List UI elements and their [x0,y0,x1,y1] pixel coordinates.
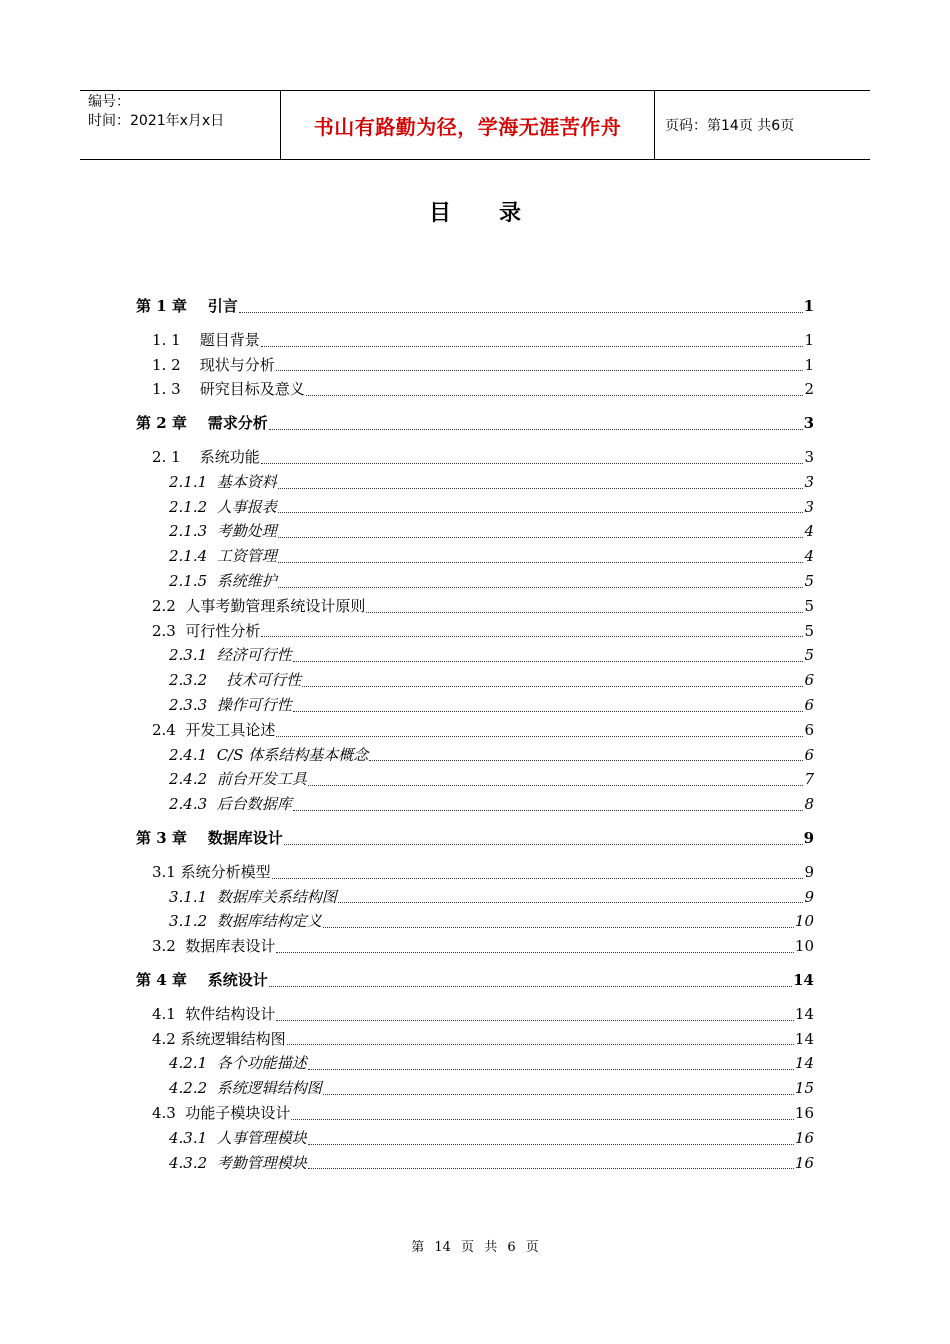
toc-entry-page: 9 [804,887,814,906]
toc-dot-leader [293,710,804,712]
toc-dot-leader [323,926,794,928]
toc-entry-title: 2.1.5 系统维护 [169,571,277,590]
table-of-contents [136,294,814,1175]
toc-entry[interactable] [136,619,814,644]
header-meta [80,91,281,159]
toc-entry-page: 2 [804,380,814,399]
toc-entry-title: 2.4.1 C/S 体系结构基本概念 [169,745,369,764]
toc-entry[interactable] [136,668,814,693]
toc-entry-title: 2.1.3 考勤处理 [169,522,277,541]
toc-entry-page: 1 [804,330,814,349]
toc-entry-title: 2.1.4 工资管理 [169,547,277,566]
toc-entry-title: 2.1.2 人事报表 [169,497,277,516]
toc-entry-page: 6 [804,671,814,690]
header-page-info: 页码：第14页 共6页 [665,118,795,134]
toc-entry-page: 4 [804,547,814,566]
toc-dot-leader [261,635,803,637]
toc-entry[interactable] [136,743,814,768]
toc-entry[interactable] [136,377,814,402]
toc-entry-title: 3.1 系统分析模型 [152,862,271,881]
toc-entry[interactable] [136,569,814,594]
toc-entry[interactable] [136,1076,814,1101]
toc-entry[interactable] [136,909,814,934]
toc-entry-title: 2.4.3 后台数据库 [169,795,292,814]
toc-entry-title: 3.2 数据库表设计 [152,937,276,956]
toc-entry-page: 8 [804,795,814,814]
toc-dot-leader [278,586,804,588]
toc-entry[interactable] [136,495,814,520]
toc-dot-leader [276,1019,794,1021]
toc-dot-leader [369,759,803,761]
toc-dot-leader [239,311,803,313]
toc-entry-title: 4.1 软件结构设计 [152,1004,276,1023]
toc-entry-page: 5 [804,621,814,640]
toc-entry-title: 2.2 人事考勤管理系统设计原则 [152,596,366,615]
toc-dot-leader [269,428,803,430]
toc-entry-title: 2.3 可行性分析 [152,621,261,640]
toc-entry-title: 4.3 功能子模块设计 [152,1103,291,1122]
page-header [80,90,870,160]
toc-dot-leader [261,345,804,347]
toc-entry[interactable] [136,594,814,619]
toc-entry[interactable] [136,544,814,569]
toc-dot-leader [338,901,804,903]
toc-entry[interactable] [136,1101,814,1126]
toc-entry-title: 第 3 章 数据库设计 [136,828,283,847]
toc-dot-leader [308,1143,794,1145]
toc-entry-title: 4.2.2 系统逻辑结构图 [169,1079,322,1098]
toc-entry[interactable] [136,968,814,993]
toc-entry-page: 10 [794,912,814,931]
toc-entry-page: 9 [804,862,814,881]
toc-dot-leader [272,877,804,879]
toc-entry-page: 15 [794,1079,814,1098]
toc-entry[interactable] [136,445,814,470]
toc-dot-leader [287,1043,794,1045]
toc-entry-title: 3.1.2 数据库结构定义 [169,912,322,931]
toc-entry-title: 第 4 章 系统设计 [136,970,268,989]
toc-entry[interactable] [136,411,814,436]
toc-entry-page: 14 [794,1054,814,1073]
toc-entry[interactable] [136,885,814,910]
document-number-label: 编号： [88,94,130,110]
toc-entry[interactable] [136,826,814,851]
toc-dot-leader [366,611,803,613]
toc-entry-page: 9 [803,828,814,847]
toc-entry-page: 5 [804,571,814,590]
toc-entry[interactable] [136,328,814,353]
toc-dot-leader [293,809,804,811]
toc-entry[interactable] [136,1027,814,1052]
toc-dot-leader [278,561,804,563]
toc-dot-leader [323,1093,794,1095]
toc-entry[interactable] [136,470,814,495]
toc-entry-page: 6 [804,695,814,714]
toc-entry-title: 2.3.1 经济可行性 [169,646,292,665]
toc-entry-page: 3 [803,414,814,433]
toc-entry-page: 3 [804,472,814,491]
toc-dot-leader [261,462,804,464]
toc-entry[interactable] [136,860,814,885]
toc-dot-leader [276,369,804,371]
document-time: 时间：2021年x月x日 [88,113,225,129]
toc-entry[interactable] [136,1051,814,1076]
toc-dot-leader [278,511,804,513]
toc-dot-leader [284,843,803,845]
toc-dot-leader [276,735,803,737]
toc-dot-leader [278,487,804,489]
toc-dot-leader [293,660,804,662]
toc-entry-page: 7 [804,770,814,789]
toc-dot-leader [269,985,792,987]
toc-entry[interactable] [136,1151,814,1176]
toc-entry-page: 16 [794,1153,814,1172]
toc-dot-leader [306,394,804,396]
toc-entry-title: 1. 2 现状与分析 [152,355,275,374]
toc-entry-title: 2.3.2 技术可行性 [169,671,302,690]
toc-entry-page: 14 [794,1004,814,1023]
toc-entry-title: 第 1 章 引言 [136,297,238,315]
toc-entry[interactable] [136,519,814,544]
toc-entry-title: 1. 1 题目背景 [152,330,260,349]
toc-entry-title: 4.3.2 考勤管理模块 [169,1153,307,1172]
toc-entry-page: 1 [804,355,814,374]
toc-entry-page: 3 [804,447,814,466]
toc-entry-title: 第 2 章 需求分析 [136,414,268,433]
toc-entry-title: 2.1.1 基本资料 [169,472,277,491]
toc-entry[interactable] [136,1002,814,1027]
toc-entry[interactable] [136,934,814,959]
toc-entry[interactable] [136,643,814,668]
toc-dot-leader [291,1118,794,1120]
toc-entry[interactable] [136,693,814,718]
toc-entry-title: 2. 1 系统功能 [152,447,260,466]
toc-dot-leader [308,1167,794,1169]
toc-entry-title: 2.4.2 前台开发工具 [169,770,307,789]
toc-entry-page: 6 [804,745,814,764]
toc-entry-title: 4.2 系统逻辑结构图 [152,1029,286,1048]
toc-entry-title: 2.3.3 操作可行性 [169,695,292,714]
toc-entry[interactable] [136,718,814,743]
toc-entry-title: 1. 3 研究目标及意义 [152,380,305,399]
toc-entry-page: 14 [793,970,814,989]
toc-entry-title: 4.2.1 各个功能描述 [169,1054,307,1073]
toc-entry-page: 16 [794,1103,814,1122]
page-title: 目录 [428,201,569,226]
toc-entry-title: 2.4 开发工具论述 [152,720,276,739]
toc-entry-page: 6 [804,720,814,739]
toc-dot-leader [302,685,803,687]
toc-entry-page: 14 [794,1029,814,1048]
toc-entry-page: 5 [804,646,814,665]
toc-entry-page: 10 [794,937,814,956]
toc-entry-page: 16 [794,1128,814,1147]
toc-entry[interactable] [136,767,814,792]
toc-dot-leader [308,784,804,786]
toc-entry-page: 3 [804,497,814,516]
toc-dot-leader [276,951,794,953]
toc-entry-page: 4 [804,522,814,541]
toc-dot-leader [278,536,804,538]
toc-entry[interactable] [136,1126,814,1151]
toc-entry[interactable] [136,294,814,319]
toc-entry-title: 4.3.1 人事管理模块 [169,1128,307,1147]
header-motto: 书山有路勤为径，学海无涯苦作舟 [281,91,655,159]
toc-entry-page: 5 [804,596,814,615]
toc-entry[interactable] [136,353,814,378]
page-footer: 第 14 页 共 6 页 [411,1240,539,1255]
toc-entry[interactable] [136,792,814,817]
toc-dot-leader [308,1068,794,1070]
toc-entry-title: 3.1.1 数据库关系结构图 [169,887,337,906]
toc-entry-page: 1 [803,297,814,315]
